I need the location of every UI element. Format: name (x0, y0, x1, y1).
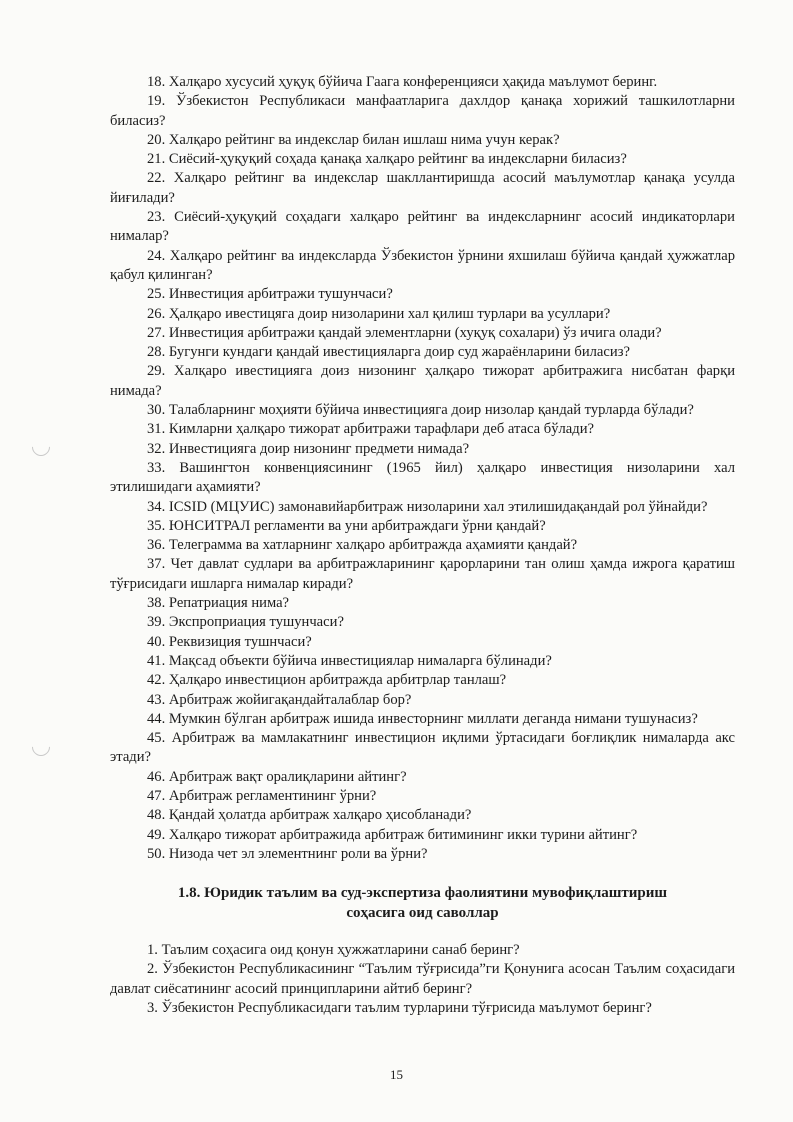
question-item: 28. Бугунги кундаги қандай ивестицияларга доир суд жараёнларини биласиз? (147, 344, 630, 361)
question-item: 39. Экспроприация тушунчаси? (147, 614, 344, 631)
question-item: 20. Халқаро рейтинг ва индекслар билан ишлаш нима учун керак? (147, 131, 560, 148)
question-list (110, 73, 735, 864)
question-item: 45. Арбитраж ва мамлакатнинг инвестицион иқлими ўртасидаги боғлиқлик нималарда акс этади? (110, 730, 735, 766)
question-item: 1. Таълим соҳасига оид қонун ҳужжатларини санаб беринг? (147, 942, 520, 959)
document-page (110, 73, 735, 1018)
question-item: 48. Қандай ҳолатда арбитраж халқаро ҳисобланади? (147, 807, 472, 824)
question-item: 27. Инвестиция арбитражи қандай элементларни (хуқуқ сохалари) ўз ичига олади? (147, 324, 662, 341)
question-item: 43. Арбитраж жойигақандайталаблар бор? (147, 691, 412, 708)
question-item: 32. Инвестицияга доир низонинг предмети нимада? (147, 440, 470, 457)
question-item: 41. Мақсад объекти бўйича инвестициялар нималарга бўлинади? (147, 652, 552, 669)
question-item: 21. Сиёсий-ҳуқуқий соҳада қанақа халқаро рейтинг ва индексларни биласиз? (147, 151, 627, 168)
question-item: 42. Ҳалқаро инвестицион арбитражда арбитрлар танлаш? (147, 672, 507, 689)
question-item: 22. Халқаро рейтинг ва индекслар шакллантиришда асосий маълумотлар қанақа усулда йиғилади? (110, 170, 735, 206)
section-heading (110, 883, 735, 923)
question-item: 35. ЮНСИТРАЛ регламенти ва уни арбитраждаги ўрни қандай? (147, 517, 546, 534)
punch-hole-mark (28, 434, 53, 459)
question-item: 18. Халқаро хусусий ҳуқуқ бўйича Гаага конференцияси ҳақида маълумот беринг. (147, 74, 658, 90)
question-item: 30. Талабларнинг моҳияти бўйича инвестицияга доир низолар қандай турларда бўлади? (147, 402, 694, 419)
question-item: 46. Арбитраж вақт оралиқларини айтинг? (147, 768, 407, 785)
question-item: 23. Сиёсий-ҳуқуқий соҳадаги халқаро рейтинг ва индексларнинг асосий индикаторлари нималар? (110, 209, 735, 245)
question-item: 25. Инвестиция арбитражи тушунчаси? (147, 286, 393, 303)
question-item: 33. Вашингтон конвенциясининг (1965 йил) ҳалқаро инвестиция низоларини хал этилишидаги аҳамияти? (110, 459, 735, 496)
question-item: 29. Халқаро ивестицияга доиз низонинг ҳалқаро тижорат арбитражига нисбатан фарқи нимада? (110, 363, 735, 399)
question-item: 50. Низода чет эл элементнинг роли ва ўрни? (147, 845, 428, 862)
question-item: 49. Халқаро тижорат арбитражида арбитраж битимининг икки турини айтинг? (147, 826, 638, 843)
question-item: 2. Ўзбекистон Республикасининг “Таълим тўғрисида”ги Қонунига асосан Таълим соҳасидаги давлат сиёсатининг асосий принципларини айтиб беринг? (110, 961, 735, 997)
question-item: 3. Ўзбекистон Республикасидаги таълим турларини тўғрисида маълумот беринг? (147, 1000, 652, 1017)
question-item: 24. Халқаро рейтинг ва индексларда Ўзбекистон ўрнини яхшилаш бўйича қандай ҳужжатлар қабул қилинган? (110, 247, 735, 283)
page-number: 15 (390, 1067, 403, 1082)
question-item: 47. Арбитраж регламентининг ўрни? (147, 787, 377, 804)
question-item: 34. ICSID (МЦУИС) замонавийарбитраж низоларини хал этилишидақандай рол ўйнайди? (147, 498, 708, 515)
question-item: 31. Кимларни ҳалқаро тижорат арбитражи тарафлари деб атаса бўлади? (147, 421, 594, 438)
question-item: 19. Ўзбекистон Республикаси манфаатларига дахлдор қанақа хорижий ташкилотларни биласиз? (110, 93, 735, 129)
punch-hole-mark (28, 734, 53, 759)
question-item: 36. Телеграмма ва хатларнинг халқаро арбитражда аҳамияти қандай? (147, 537, 578, 554)
question-item: 40. Реквизиция тушнчаси? (147, 633, 312, 650)
question-item: 44. Мумкин бўлган арбитраж ишида инвесторнинг миллати деганда нимани тушунасиз? (147, 710, 698, 727)
question-item: 37. Чет давлат судлари ва арбитражларининг қарорларини тан олиш ҳамда ижрога қаратиш тўғрисидаги ишларга нималар киради? (110, 556, 735, 592)
section-title-line: соҳасига оид саволлар (346, 905, 499, 922)
question-list (110, 941, 735, 1018)
section-title-line: 1.8. Юридик таълим ва суд-экспертиза фаолиятини мувофиқлаштириш (177, 885, 668, 902)
question-item: 26. Ҳалқаро ивестицяга доир низоларини хал қилиш турлари ва усуллари? (147, 305, 611, 322)
question-item: 38. Репатриация нима? (147, 595, 290, 612)
